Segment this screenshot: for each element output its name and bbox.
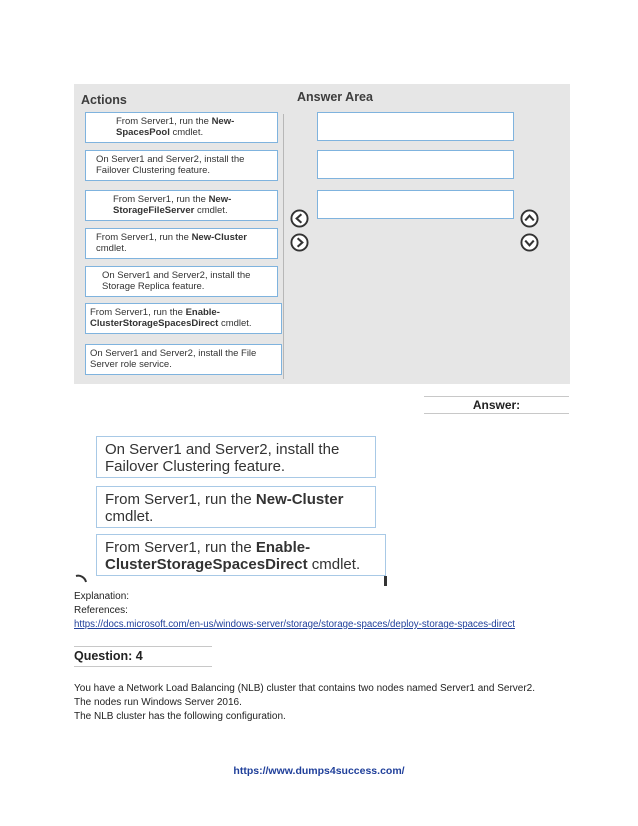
reference-link[interactable]: https://docs.microsoft.com/en-us/windows-server/storage/storage-spaces/deploy-storage-spaces-direct: [74, 619, 515, 630]
move-left-icon[interactable]: [290, 209, 309, 228]
action-item[interactable]: On Server1 and Server2, install the File Server role service.: [85, 344, 282, 375]
action-item[interactable]: On Server1 and Server2, install the Failover Clustering feature.: [85, 150, 278, 181]
question-line: The nodes run Windows Server 2016.: [74, 697, 242, 708]
question-line: You have a Network Load Balancing (NLB) cluster that contains two nodes named Server1 and Server2.: [74, 683, 536, 694]
footer-link[interactable]: https://www.dumps4success.com/: [233, 765, 405, 777]
column-divider: [283, 114, 284, 379]
answer-slot[interactable]: [317, 112, 514, 141]
cropped-edge: [384, 576, 387, 586]
move-up-icon[interactable]: [520, 209, 539, 228]
action-item[interactable]: From Server1, run the New-StorageFileServer cmdlet.: [85, 190, 278, 221]
move-down-icon[interactable]: [520, 233, 539, 252]
action-item[interactable]: On Server1 and Server2, install the Storage Replica feature.: [85, 266, 278, 297]
answer-slot[interactable]: [317, 150, 514, 179]
answer-step: From Server1, run the Enable-ClusterStorageSpacesDirect cmdlet.: [96, 534, 386, 576]
move-right-icon[interactable]: [290, 233, 309, 252]
answer-figure: [74, 428, 390, 586]
action-item[interactable]: From Server1, run the Enable-ClusterStorageSpacesDirect cmdlet.: [85, 303, 282, 334]
question-line: The NLB cluster has the following configuration.: [74, 711, 286, 722]
actions-heading: Actions: [81, 93, 127, 107]
question-heading: Question: 4: [74, 646, 212, 667]
answer-label: Answer:: [424, 396, 569, 414]
action-item[interactable]: From Server1, run the New-SpacesPool cmdlet.: [85, 112, 278, 143]
answer-step: On Server1 and Server2, install the Failover Clustering feature.: [96, 436, 376, 478]
explanation-label: Explanation:: [74, 591, 130, 602]
drag-drop-figure: [74, 84, 570, 384]
references-label: References:: [74, 605, 128, 616]
cropped-circle-icon: [74, 572, 88, 586]
action-item[interactable]: From Server1, run the New-Cluster cmdlet.: [85, 228, 278, 259]
answer-slot[interactable]: [317, 190, 514, 219]
answer-step: From Server1, run the New-Cluster cmdlet.: [96, 486, 376, 528]
answer-area-heading: Answer Area: [297, 90, 373, 104]
